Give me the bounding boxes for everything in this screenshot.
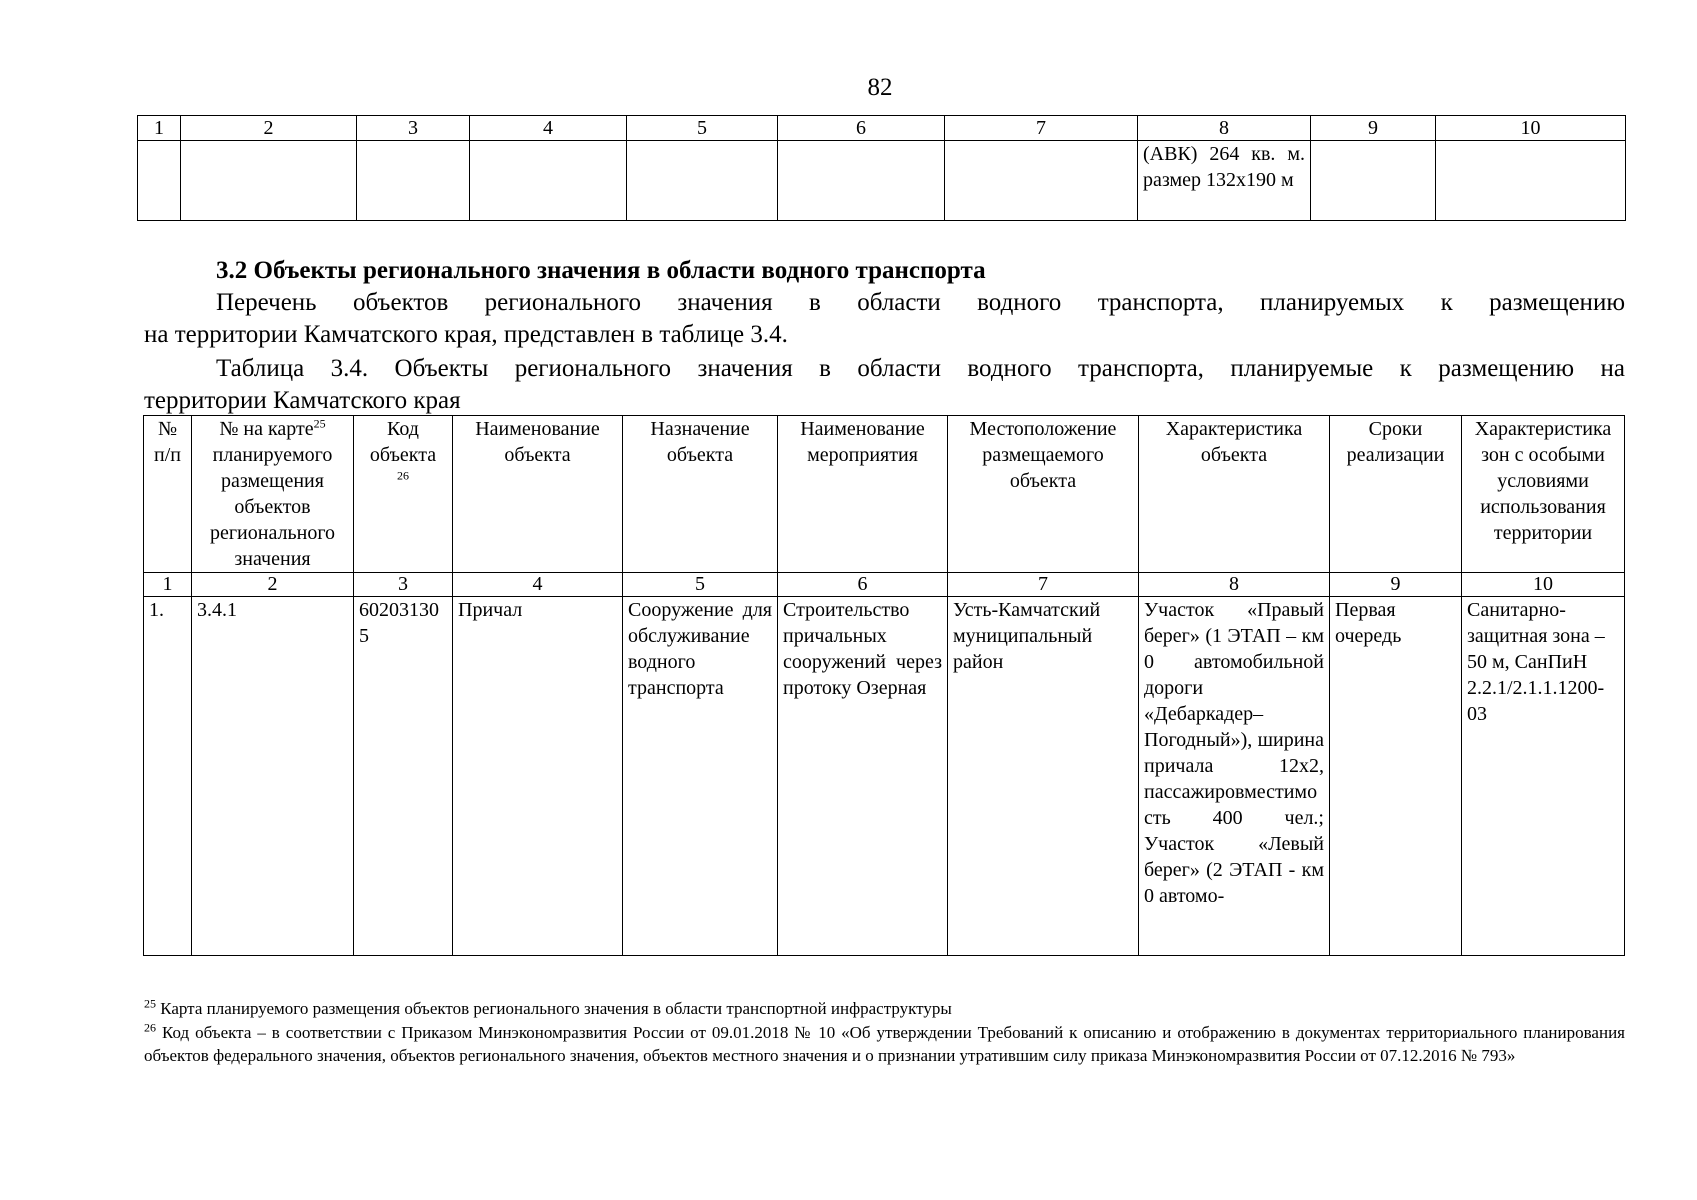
col-number: 5 xyxy=(623,573,778,597)
footnote-ref: 26 xyxy=(397,468,409,483)
header-text: № на карте xyxy=(219,418,314,440)
object-purpose-cell: Сооружение для обслуживание водного транспорта xyxy=(623,597,778,956)
column-number-row xyxy=(144,573,1625,597)
header-cell xyxy=(192,416,354,573)
col-number: 1 xyxy=(138,116,181,141)
page-number: 82 xyxy=(867,74,893,101)
object-name-cell: Причал xyxy=(453,597,623,956)
col-number: 3 xyxy=(354,573,453,597)
object-code-cell: 602031305 xyxy=(354,597,453,956)
header-cell: Характеристика объекта xyxy=(1139,416,1330,573)
col-number: 1 xyxy=(144,573,192,597)
col-number: 6 xyxy=(778,573,948,597)
footnote-mark: 25 xyxy=(144,996,156,1011)
col-number: 9 xyxy=(1311,116,1436,141)
timeframe-cell: Первая очередь xyxy=(1330,597,1462,956)
header-row xyxy=(144,416,1625,573)
col-number: 7 xyxy=(948,573,1139,597)
characteristics-cell: Участок «Правый берег» (1 ЭТАП – км 0 автомобильной дороги «Дебаркадер–Погодный»), ширина причала 12х2, пассажировместимость 400 чел.; Участок «Левый берег» (2 ЭТАП - км 0 автомо- xyxy=(1139,597,1330,956)
col-number: 9 xyxy=(1330,573,1462,597)
footnote-25 xyxy=(144,997,952,1020)
col-number: 8 xyxy=(1138,116,1311,141)
footnote-text: Карта планируемого размещения объектов регионального значения в области транспортной инфраструктуры xyxy=(160,999,952,1018)
header-cell: Местоположение размещаемого объекта xyxy=(948,416,1139,573)
col-number: 8 xyxy=(1139,573,1330,597)
header-text: Код объекта xyxy=(369,418,437,466)
col-number: 10 xyxy=(1436,116,1626,141)
header-cell: Характеристика зон с особыми условиями использования территории xyxy=(1462,416,1625,573)
col-number: 2 xyxy=(192,573,354,597)
header-cell: Наименование объекта xyxy=(453,416,623,573)
characteristics-cell: (АВК) 264 кв. м. размер 132х190 м xyxy=(1138,141,1311,221)
intro-paragraph-line: Перечень объектов регионального значения в области водного транспорта, планируемых к размещению xyxy=(216,289,1625,316)
table-cell xyxy=(357,141,470,221)
header-cell: № п/п xyxy=(144,416,192,573)
header-cell: Назначение объекта xyxy=(623,416,778,573)
location-cell: Усть-Камчатский муниципальный район xyxy=(948,597,1139,956)
table-cell xyxy=(181,141,357,221)
table-caption-line: Таблица 3.4. Объекты регионального значения в области водного транспорта, планируемые к размещению на xyxy=(216,355,1625,382)
row-number-cell: 1. xyxy=(144,597,192,956)
col-number: 2 xyxy=(181,116,357,141)
continuation-row xyxy=(138,141,1626,221)
header-cell: Сроки реализации xyxy=(1330,416,1462,573)
col-number: 3 xyxy=(357,116,470,141)
table-cell xyxy=(627,141,778,221)
table-cell xyxy=(1436,141,1626,221)
column-number-row xyxy=(138,116,1626,141)
map-number-cell: 3.4.1 xyxy=(192,597,354,956)
footnote-ref: 25 xyxy=(313,416,326,431)
footnote-text: Код объекта – в соответствии с Приказом Минэкономразвития России от 09.01.2018 № 10 «Об утверждении Требований к описанию и отображению в документах территориального планирования объектов федерального значения, объектов регионального значения, объектов местного значения и о признании утратившим силу приказа Минэкономразвития России от 07.12.2016 № 793» xyxy=(144,1023,1625,1065)
table-cell xyxy=(945,141,1138,221)
table-cell xyxy=(1311,141,1436,221)
table-caption-line: территории Камчатского края xyxy=(144,387,461,414)
objects-table xyxy=(143,415,1625,956)
col-number: 7 xyxy=(945,116,1138,141)
footnote-mark: 26 xyxy=(144,1020,156,1035)
col-number: 6 xyxy=(778,116,945,141)
table-cell xyxy=(470,141,627,221)
continuation-table xyxy=(137,115,1626,221)
table-cell xyxy=(778,141,945,221)
zones-cell: Санитарно-защитная зона – 50 м, СанПиН 2.2.1/2.1.1.1200-03 xyxy=(1462,597,1625,956)
col-number: 4 xyxy=(453,573,623,597)
table-cell xyxy=(138,141,181,221)
header-cell xyxy=(354,416,453,573)
section-heading: 3.2 Объекты регионального значения в области водного транспорта xyxy=(216,257,986,284)
col-number: 4 xyxy=(470,116,627,141)
col-number: 10 xyxy=(1462,573,1625,597)
activity-cell: Строительство причальных сооружений через протоку Озерная xyxy=(778,597,948,956)
footnote-26 xyxy=(144,1021,1625,1067)
header-text: планируемого размещения объектов регионального значения xyxy=(209,444,336,570)
header-cell: Наименование мероприятия xyxy=(778,416,948,573)
intro-paragraph-line: на территории Камчатского края, представлен в таблице 3.4. xyxy=(144,321,788,348)
table-row xyxy=(144,597,1625,956)
col-number: 5 xyxy=(627,116,778,141)
